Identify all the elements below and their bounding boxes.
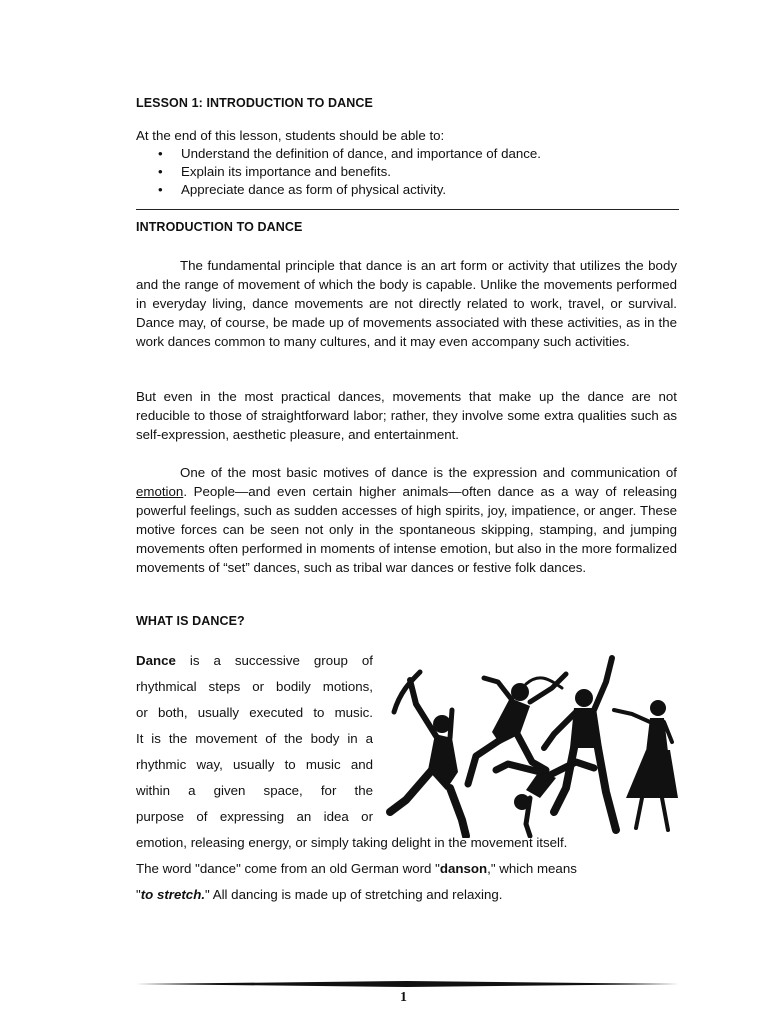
dancer-figure [496, 762, 594, 836]
intro-paragraph-1: The fundamental principle that dance is an art form or activity that utilizes the body and the range of movement of which the body is capable. Unlike the movements performed in everyday living, dance movements are not directly related to work, travel, or survival. Dance may, of course, be made up of movements associated with these activities, as in the work dances common to many cultures, and it may even accompany such activities. [136, 258, 677, 349]
footer-rule [136, 980, 679, 988]
definition-line: Dance is a successive group of [136, 653, 373, 668]
page-number: 1 [400, 990, 407, 1005]
definition-line: It is the movement of the body in a [136, 731, 373, 746]
definition-line: or both, usually executed to music. [136, 705, 373, 720]
para3-text-end: . People—and even certain higher animals—often dance as a way of releasing powerful feelings, such as sudden accesses of high spirits, joy, impatience, or anger. These motive forces can be seen not only in the spontaneous skipping, stamping, and jumping movements often performed in moments of intense emotion, but also in the more formalized movements of “set” dances, such as tribal war dances or festive folk dances. [136, 484, 677, 575]
definition-line: within a given space, for the [136, 783, 373, 798]
section-heading-what-is-dance: WHAT IS DANCE? [136, 614, 245, 628]
definition-continuation: emotion, releasing energy, or simply taking delight in the movement itself. [136, 835, 568, 850]
definition-line: purpose of expressing an idea or [136, 809, 373, 824]
dancer-figure [390, 672, 466, 836]
dancers-silhouette-icon [380, 652, 680, 838]
origin-word: danson [439, 861, 488, 876]
definition-term: Dance [136, 653, 176, 668]
meaning-line: "to stretch." All dancing is made up of stretching and relaxing. [136, 887, 503, 902]
meaning-word: to stretch. [140, 887, 206, 902]
section-heading-intro: INTRODUCTION TO DANCE [136, 220, 303, 234]
objective-item: • Explain its importance and benefits. [181, 163, 681, 181]
para3-text-start: One of the most basic motives of dance is the expression and communication of [180, 465, 677, 480]
objectives-intro: At the end of this lesson, students should be able to: [136, 128, 445, 143]
objective-item: • Understand the definition of dance, and importance of dance. [181, 145, 681, 163]
objectives-block [136, 127, 681, 199]
intro-paragraph-2: But even in the most practical dances, movements that make up the dance are not reducible to those of straightforward labor; rather, they involve some extra qualities such as self-expression, aesthetic pleasure, and entertainment. [136, 389, 677, 442]
definition-line: rhythmic way, usually to music and [136, 757, 373, 772]
dancer-figure [614, 700, 678, 830]
emotion-link[interactable]: emotion [136, 484, 184, 499]
intro-paragraph-3 [136, 463, 677, 577]
objectives-list [136, 145, 681, 199]
definition-line: rhythmical steps or bodily motions, [136, 679, 373, 694]
definition-wrap-text [136, 648, 373, 830]
lesson-title: LESSON 1: INTRODUCTION TO DANCE [136, 96, 373, 110]
objective-item: • Appreciate dance as form of physical activity. [181, 181, 681, 199]
section-divider [136, 209, 679, 210]
word-origin-line: The word "dance" come from an old German word "danson," which means [136, 861, 577, 876]
